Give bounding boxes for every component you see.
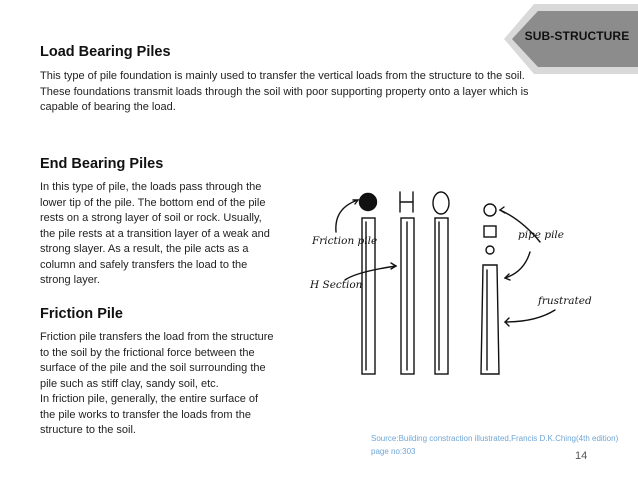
pile-sketch — [300, 180, 620, 430]
paragraph-line: In this type of pile, the loads pass through the — [40, 181, 262, 193]
friction-heading: Friction Pile — [40, 306, 123, 322]
paragraph-line: In friction pile, generally, the entire surface of — [40, 393, 259, 405]
paragraph-line: Friction pile transfers the load from the structure — [40, 331, 274, 343]
load-bearing-heading: Load Bearing Piles — [40, 44, 171, 60]
paragraph-line: the pile works to transfer the loads from the — [40, 408, 251, 421]
friction-paragraph — [40, 330, 305, 439]
friction-pile-label: Friction pile — [312, 235, 378, 247]
tapered-pile-shaft — [481, 265, 499, 374]
paragraph-line: pile such as stiff clay, sandy soil, etc. — [40, 377, 219, 390]
paragraph-line: column and safely transfers the load to the — [40, 258, 248, 271]
paragraph-line: to the soil by the frictional force between the — [40, 346, 255, 359]
h-section-label: H Section — [310, 279, 363, 291]
square-section-icon — [484, 226, 496, 237]
section-banner — [500, 0, 638, 78]
pipe-pile-label: pipe pile — [518, 229, 565, 241]
paragraph-line: the pile rests at a transition layer of a weak and — [40, 227, 270, 240]
banner-label: SUB-STRUCTURE — [524, 29, 630, 43]
paragraph-line: strong layer. — [40, 274, 100, 286]
sketch-labels — [309, 229, 592, 307]
end-bearing-heading: End Bearing Piles — [40, 156, 164, 172]
solid-section-icon — [360, 194, 377, 211]
paragraph-line: structure to the soil. — [40, 424, 136, 436]
page-number: 14 — [575, 450, 588, 462]
paragraph-line: strong slayer. As a result, the pile acts as a — [40, 243, 249, 255]
source-line: Source:Building constraction illustrated,Francis D.K.Ching(4th edition) — [371, 434, 619, 443]
paragraph-line: lower tip of the pile. The bottom end of the pile — [40, 196, 266, 209]
arrow-to-tapered-pile — [505, 310, 555, 322]
load-bearing-paragraph — [40, 69, 600, 116]
paragraph-line: These foundations transmit loads through the soil with poor supporting property onto a layer which is — [40, 85, 529, 98]
arrow-to-solid-section — [336, 200, 358, 232]
source-line: page no:303 — [371, 447, 416, 456]
end-bearing-paragraph — [40, 180, 305, 289]
paragraph-line: This type of pile foundation is mainly used to transfer the vertical loads from the structure to the soil. — [40, 70, 525, 82]
frustrated-label: frustrated — [538, 295, 592, 307]
h-section-icon — [400, 192, 413, 212]
paragraph-line: capable of bearing the load. — [40, 101, 176, 113]
paragraph-line: surface of the pile and the soil surrounding the — [40, 362, 266, 374]
pipe-section-icon — [433, 192, 449, 214]
paragraph-line: rests on a strong layer of soil or rock. Usually, — [40, 212, 262, 224]
small-circle-section-icon — [486, 246, 494, 254]
pipe-pile-shaft — [435, 218, 448, 374]
circle-section-icon — [484, 204, 496, 216]
